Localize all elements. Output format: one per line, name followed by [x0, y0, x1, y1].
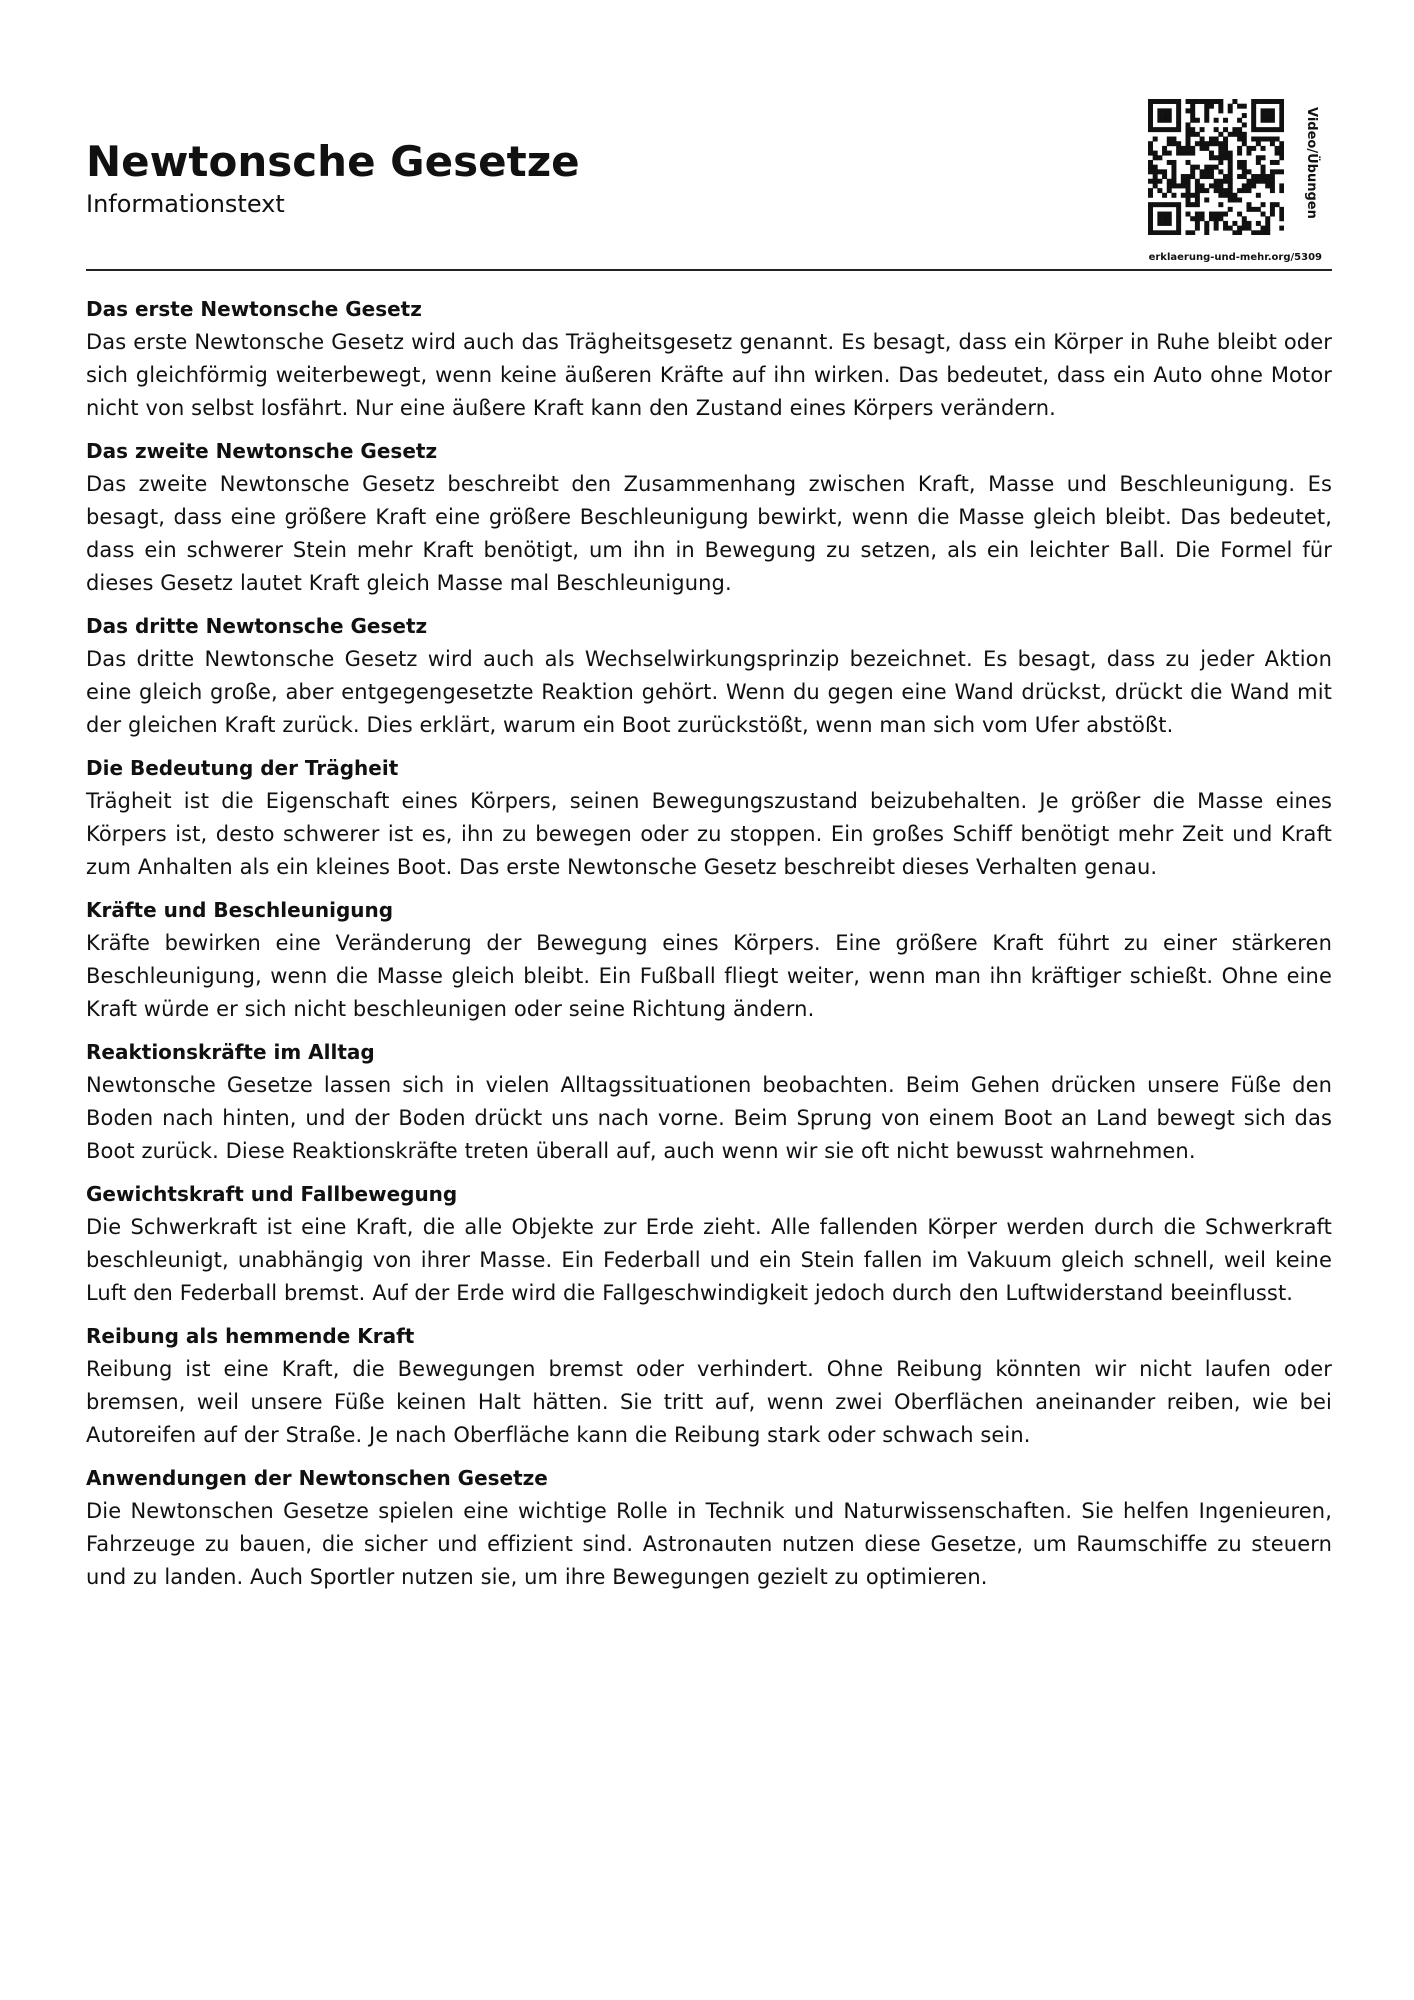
section-text: Die Newtonschen Gesetze spielen eine wichtige Rolle in Technik und Naturwissenschaften. Sie helfen Ingenieuren, Fahrzeuge zu bauen, die sicher und effizient sind. Astronauten nutzen diese Gesetze, um Raumschiffe zu steuern und zu landen. Auch Sportler nutzen sie, um ihre Bewegungen gezielt zu optimieren.: [86, 1499, 1332, 1589]
qr-url-link[interactable]: erklaerung-und-mehr.org/5309: [1148, 252, 1322, 263]
section-heading: Kräfte und Beschleunigung: [86, 898, 394, 922]
section-text: Newtonsche Gesetze lassen sich in vielen Alltagssituationen beobachten. Beim Gehen drücken unsere Füße den Boden nach hinten, und der Boden drückt uns nach vorne. Beim Sprung von einem Boot an Land bewegt sich das Boot zurück. Diese Reaktionskräfte treten überall auf, auch wenn wir sie oft nicht bewusst wahrnehmen.: [86, 1073, 1332, 1163]
section-text: Trägheit ist die Eigenschaft eines Körpers, seinen Bewegungszustand beizubehalten. Je größer die Masse eines Körpers ist, desto schwerer ist es, ihn zu bewegen oder zu stoppen. Ein großes Schiff benötigt mehr Zeit und Kraft zum Anhalten als ein kleines Boot. Das erste Newtonsche Gesetz beschreibt dieses Verhalten genau.: [86, 789, 1332, 879]
section-first-law: [86, 293, 1332, 425]
document-header: [86, 95, 1332, 270]
qr-label: Video/Übungen: [1304, 107, 1319, 219]
section-heading: Reaktionskräfte im Alltag: [86, 1040, 375, 1064]
section-heading: Das dritte Newtonsche Gesetz: [86, 614, 428, 638]
section-text: Das erste Newtonsche Gesetz wird auch das Trägheitsgesetz genannt. Es besagt, dass ein Körper in Ruhe bleibt oder sich gleichförmig weiterbewegt, wenn keine äußeren Kräfte auf ihn wirken. Das bedeutet, dass ein Auto ohne Motor nicht von selbst losfährt. Nur eine äußere Kraft kann den Zustand eines Körpers verändern.: [86, 330, 1332, 420]
section-forces-acceleration: [86, 894, 1332, 1026]
page-title: Newtonsche Gesetze: [86, 137, 580, 186]
section-text: Kräfte bewirken eine Veränderung der Bewegung eines Körpers. Eine größere Kraft führt zu einer stärkeren Beschleunigung, wenn die Masse gleich bleibt. Ein Fußball fliegt weiter, wenn man ihn kräftiger schießt. Ohne eine Kraft würde er sich nicht beschleunigen oder seine Richtung ändern.: [86, 931, 1332, 1021]
section-second-law: [86, 435, 1332, 600]
section-inertia: [86, 752, 1332, 884]
qr-code-icon[interactable]: [1148, 99, 1284, 235]
section-reaction-forces: [86, 1036, 1332, 1168]
section-heading: Die Bedeutung der Trägheit: [86, 756, 399, 780]
section-heading: Anwendungen der Newtonschen Gesetze: [86, 1466, 548, 1490]
section-applications: [86, 1462, 1332, 1594]
document-body: [86, 293, 1332, 1604]
section-text: Das dritte Newtonsche Gesetz wird auch als Wechselwirkungsprinzip bezeichnet. Es besagt, dass zu jeder Aktion eine gleich große, aber entgegengesetzte Reaktion gehört. Wenn du gegen eine Wand drückst, drückt die Wand mit der gleichen Kraft zurück. Dies erklärt, warum ein Boot zurückstößt, wenn man sich vom Ufer abstößt.: [86, 647, 1332, 737]
section-text: Die Schwerkraft ist eine Kraft, die alle Objekte zur Erde zieht. Alle fallenden Körper werden durch die Schwerkraft beschleunigt, unabhängig von ihrer Masse. Ein Federball und ein Stein fallen im Vakuum gleich schnell, weil keine Luft den Federball bremst. Auf der Erde wird die Fallgeschwindigkeit jedoch durch den Luftwiderstand beeinflusst.: [86, 1215, 1332, 1305]
section-heading: Reibung als hemmende Kraft: [86, 1324, 415, 1348]
section-third-law: [86, 610, 1332, 742]
section-text: Reibung ist eine Kraft, die Bewegungen bremst oder verhindert. Ohne Reibung könnten wir nicht laufen oder bremsen, weil unsere Füße keinen Halt hätten. Sie tritt auf, wenn zwei Oberflächen aneinander reiben, wie bei Autoreifen auf der Straße. Je nach Oberfläche kann die Reibung stark oder schwach sein.: [86, 1357, 1332, 1447]
section-gravity: [86, 1178, 1332, 1310]
section-text: Das zweite Newtonsche Gesetz beschreibt den Zusammenhang zwischen Kraft, Masse und Beschleunigung. Es besagt, dass eine größere Kraft eine größere Beschleunigung bewirkt, wenn die Masse gleich bleibt. Das bedeutet, dass ein schwerer Stein mehr Kraft benötigt, um ihn in Bewegung zu setzen, als ein leichter Ball. Die Formel für dieses Gesetz lautet Kraft gleich Masse mal Beschleunigung.: [86, 472, 1332, 595]
section-heading: Das zweite Newtonsche Gesetz: [86, 439, 438, 463]
header-divider: [86, 269, 1332, 271]
page-subtitle: Informationstext: [86, 190, 285, 218]
section-friction: [86, 1320, 1332, 1452]
section-heading: Gewichtskraft und Fallbewegung: [86, 1182, 458, 1206]
section-heading: Das erste Newtonsche Gesetz: [86, 297, 422, 321]
